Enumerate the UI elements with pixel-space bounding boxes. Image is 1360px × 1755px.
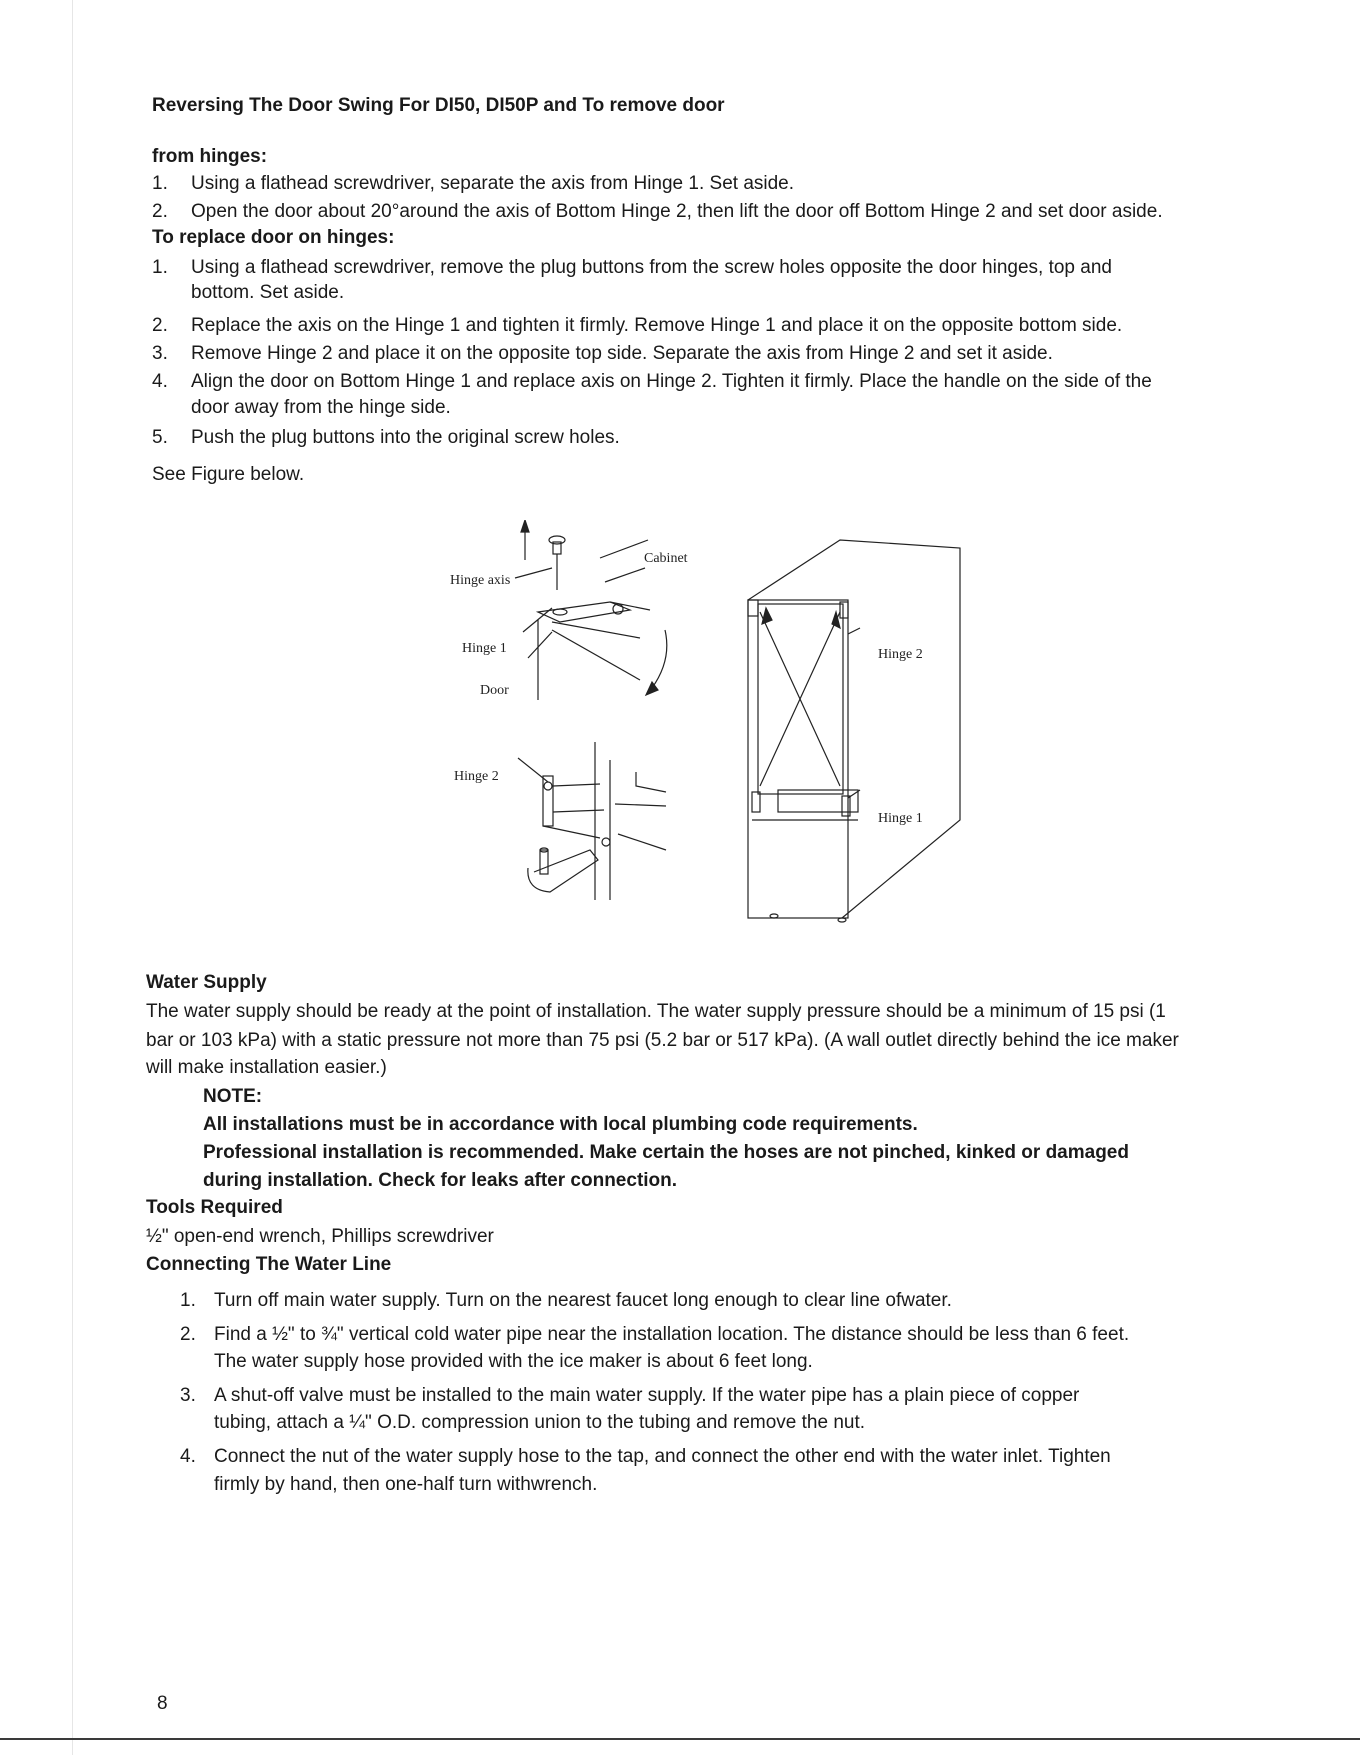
door-hinge-figure — [440, 520, 980, 930]
cabinet-foot-right — [838, 918, 846, 922]
hinge-axis-pin-head — [549, 536, 565, 544]
see-figure-text: See Figure below. — [152, 464, 305, 485]
hinge2-screw-line-2 — [553, 810, 604, 812]
hinge2-pin — [540, 850, 548, 874]
cabinet-top-line — [610, 602, 650, 610]
step-text: Replace the axis on the Hinge 1 and tighten it firmly. Remove Hinge 1 and place it on the opposite bottom side. — [191, 315, 1123, 336]
page-number: 8 — [157, 1693, 168, 1714]
step-number: 3. — [180, 1385, 196, 1406]
step-text: Align the door on Bottom Hinge 1 and replace axis on Hinge 2. Tighten it firmly. Place the handle on the side of the — [191, 371, 1152, 392]
connecting-heading: Connecting The Water Line — [146, 1254, 392, 1275]
cabinet-edge-line — [600, 540, 648, 558]
hinge-axis-leader — [515, 568, 552, 578]
step-text: Using a flathead screwdriver, separate the axis from Hinge 1. Set aside. — [191, 173, 795, 194]
step-text: Connect the nut of the water supply hose to the tap, and connect the other end with the water inlet. Tighten — [214, 1446, 1111, 1467]
step-text: A shut-off valve must be installed to the main water supply. If the water pipe has a plain piece of copper — [214, 1385, 1080, 1406]
door-top-edge — [552, 622, 640, 638]
step-text: Push the plug buttons into the original screw holes. — [191, 427, 620, 448]
cabinet-outline — [748, 540, 960, 918]
label-hinge1-right: Hinge 1 — [878, 811, 923, 826]
tools-heading: Tools Required — [146, 1197, 283, 1218]
bottom-hinge-right — [842, 796, 850, 816]
note-line-3: during installation. Check for leaks after connection. — [203, 1170, 678, 1191]
section-heading-continued: from hinges: — [152, 146, 268, 167]
step-number: 3. — [152, 343, 168, 364]
step-number: 5. — [152, 427, 168, 448]
water-supply-line-1: The water supply should be ready at the point of installation. The water supply pressure should be a minimum of 15 psi (1 — [146, 1001, 1166, 1022]
water-supply-line-2: bar or 103 kPa) with a static pressure not more than 75 psi (5.2 bar or 517 kPa). (A wall outlet directly behind the ice maker — [146, 1030, 1179, 1051]
note-label: NOTE: — [203, 1086, 263, 1107]
bottom-rule — [0, 1738, 1360, 1740]
top-hinge-left — [748, 600, 758, 616]
step-number: 1. — [152, 257, 168, 278]
cabinet-foot-left — [770, 914, 778, 918]
hinge2-screw-bottom — [602, 838, 610, 846]
step-text-continued: bottom. Set aside. — [191, 282, 345, 303]
door-corner-line — [636, 772, 666, 792]
step-text: Find a ½" to ¾" vertical cold water pipe near the installation location. The distance should be less than 6 feet. — [214, 1324, 1130, 1345]
rotation-arrow — [652, 630, 667, 688]
replace-heading: To replace door on hinges: — [152, 227, 395, 248]
label-door: Door — [480, 683, 509, 698]
hinge1-plate — [538, 602, 630, 622]
water-supply-line-3: will make installation easier.) — [146, 1057, 387, 1078]
door-bottom-line — [615, 804, 666, 806]
bottom-hinge-left — [752, 792, 760, 812]
hinge1-hole — [553, 609, 567, 615]
step-number: 1. — [180, 1290, 196, 1311]
step-number: 2. — [152, 201, 168, 222]
arrow-upper-left — [762, 608, 772, 624]
tools-text: ½" open-end wrench, Phillips screwdriver — [146, 1226, 494, 1247]
section-heading: Reversing The Door Swing For DI50, DI50P and To remove door — [152, 95, 725, 116]
step-number: 2. — [152, 315, 168, 336]
cabinet-front — [748, 600, 848, 918]
up-arrow-head — [521, 520, 529, 532]
step-text-continued: firmly by hand, then one-half turn withwrench. — [214, 1474, 598, 1495]
label-cabinet: Cabinet — [644, 551, 688, 566]
door-leader — [528, 632, 552, 658]
note-line-1: All installations must be in accordance with local plumbing code requirements. — [203, 1114, 918, 1135]
hinge2-right-leader — [848, 628, 860, 634]
rotation-arrow-head — [646, 682, 658, 695]
step-number: 4. — [180, 1446, 196, 1467]
step-text-continued: door away from the hinge side. — [191, 397, 451, 418]
step-text: Open the door about 20°around the axis of Bottom Hinge 2, then lift the door off Bottom Hinge 2 and set door aside. — [191, 201, 1163, 222]
step-number: 1. — [152, 173, 168, 194]
door-floor-line — [618, 834, 666, 850]
note-line-2: Professional installation is recommended. Make certain the hoses are not pinched, kinked or damaged — [203, 1142, 1129, 1163]
label-hinge1-top: Hinge 1 — [462, 641, 507, 656]
step-text-continued: tubing, attach a ¼" O.D. compression union to the tubing and remove the nut. — [214, 1412, 866, 1433]
hinge-diagram — [440, 520, 980, 930]
cabinet-leader — [605, 568, 645, 582]
step-number: 2. — [180, 1324, 196, 1345]
label-hinge2-bottom: Hinge 2 — [454, 769, 499, 784]
scan-edge-line — [72, 0, 73, 1755]
hinge2-bracket-base — [543, 826, 600, 838]
hinge2-screw-line-1 — [553, 784, 600, 786]
door-swing-line — [552, 630, 640, 680]
door-handle-slot — [778, 790, 858, 812]
step-number: 4. — [152, 371, 168, 392]
step-text: Turn off main water supply. Turn on the nearest faucet long enough to clear line ofwater. — [214, 1290, 952, 1311]
label-hinge2-right: Hinge 2 — [878, 647, 923, 662]
step-text: Using a flathead screwdriver, remove the plug buttons from the screw holes opposite the door hinges, top and — [191, 257, 1112, 278]
water-supply-heading: Water Supply — [146, 972, 267, 993]
hinge2-bracket-hole-top — [544, 782, 552, 790]
step-text: Remove Hinge 2 and place it on the opposite top side. Separate the axis from Hinge 2 and set it aside. — [191, 343, 1053, 364]
step-text-continued: The water supply hose provided with the ice maker is about 6 feet long. — [214, 1351, 813, 1372]
label-hinge-axis: Hinge axis — [450, 573, 511, 588]
hinge2-foot-plate — [528, 850, 598, 892]
